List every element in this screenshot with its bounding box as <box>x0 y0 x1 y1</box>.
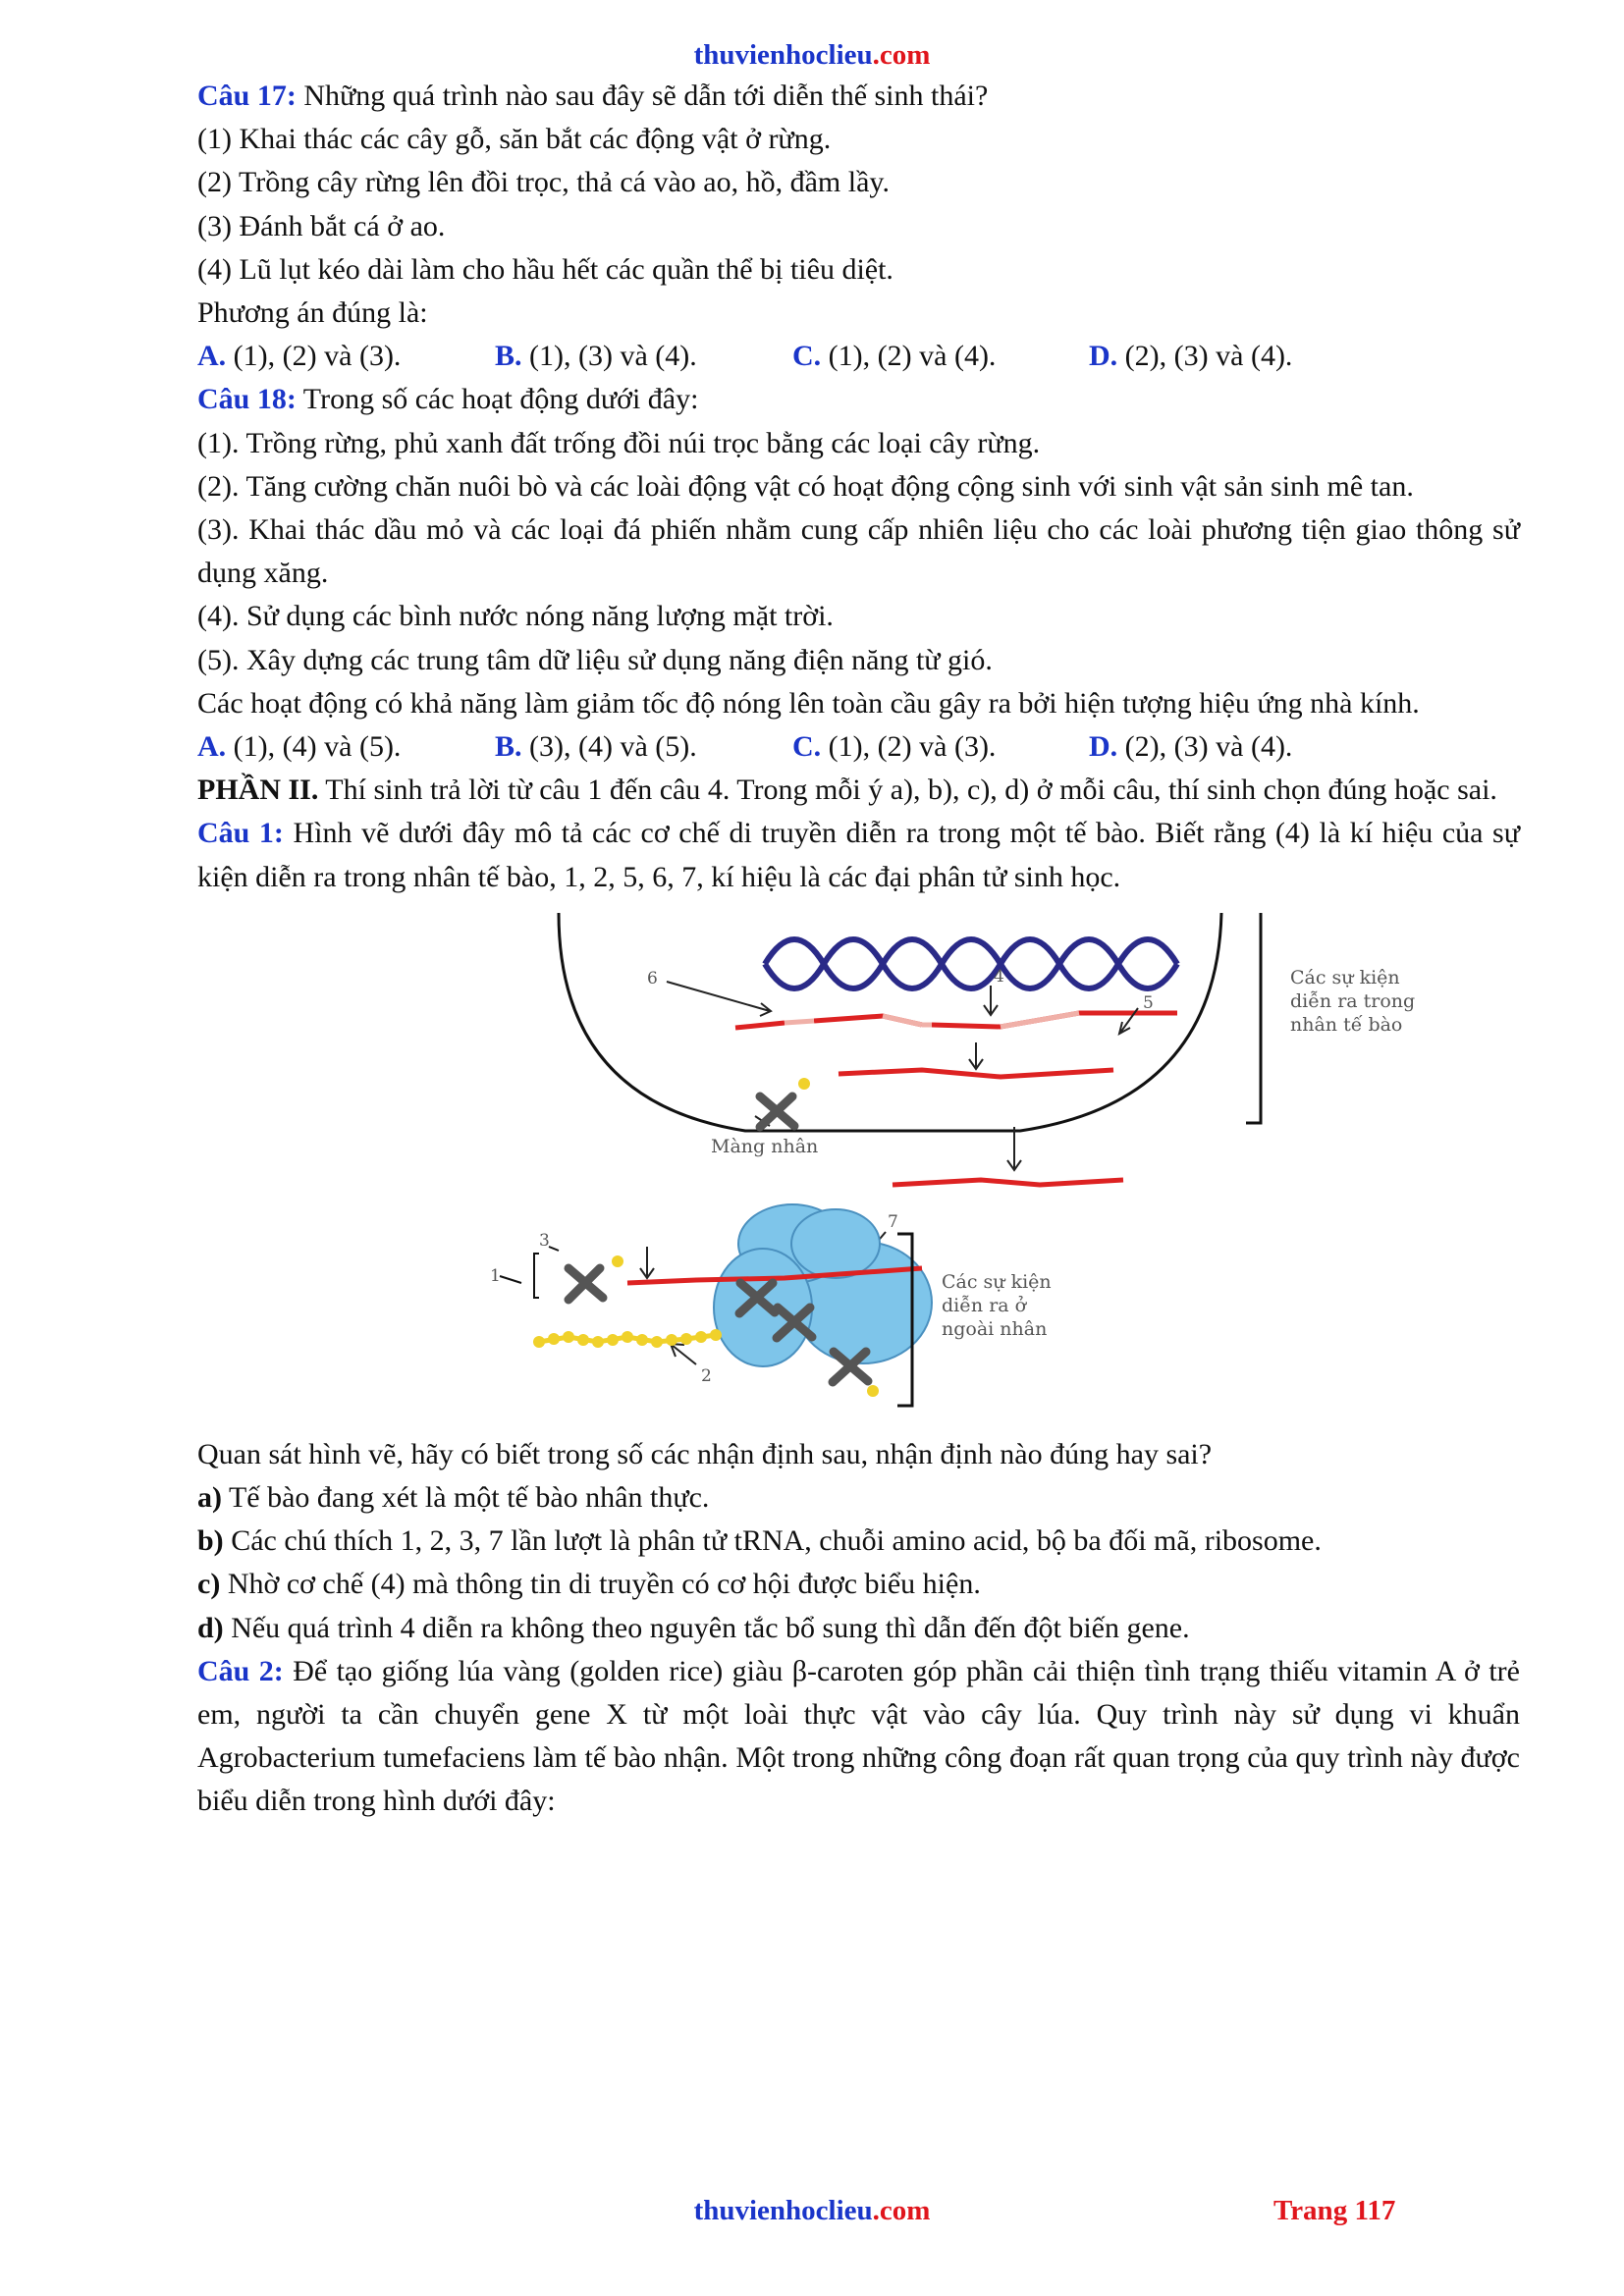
q18-option-d[interactable] <box>1089 725 1292 769</box>
q18-option-a[interactable] <box>197 725 495 769</box>
q18-item: (4). Sử dụng các bình nước nóng năng lượng mặt trời. <box>197 600 834 633</box>
option-text: (2), (3) và (4). <box>1117 730 1293 764</box>
c1-label: Câu 1: <box>197 817 284 850</box>
option-text: (1), (2) và (4). <box>821 340 997 373</box>
option-text: (1), (4) và (5). <box>226 730 402 764</box>
outside-nucleus-label-line: Các sự kiện <box>942 1270 1052 1293</box>
label-pointer <box>500 1247 559 1283</box>
c2-label: Câu 2: <box>197 1654 284 1687</box>
q18-options <box>197 725 1520 769</box>
header-site-name[interactable] <box>0 39 1624 72</box>
c1-prompt: Quan sát hình vẽ, hãy có biết trong số các nhận định sau, nhận định nào đúng hay sai? <box>197 1437 1213 1470</box>
dna-strand-2 <box>765 939 1177 988</box>
q17-options <box>197 335 1520 378</box>
label-6: 6 <box>647 968 658 988</box>
arrow-icon <box>667 982 771 1016</box>
label-4: 4 <box>994 966 1004 987</box>
q18-item: (5). Xây dựng các trung tâm dữ liệu sử dụng năng điện năng từ gió. <box>197 643 993 676</box>
option-text: (2), (3) và (4). <box>1117 340 1293 373</box>
statement-text: Tế bào đang xét là một tế bào nhân thực. <box>222 1481 710 1515</box>
q18-option-b[interactable] <box>495 725 792 769</box>
part2-label: PHẦN II. <box>197 774 319 807</box>
inside-nucleus-label-line: Các sự kiện <box>1290 966 1400 988</box>
page-content <box>197 75 1520 1824</box>
arrow-icon <box>1007 1127 1021 1170</box>
option-letter: C. <box>792 730 822 764</box>
c1-stem-text: Hình vẽ dưới đây mô tả các cơ chế di truyền diễn ra trong một tế bào. Biết rằng (4) là kí hiệu của sự kiện diễn ra trong nhân tế bào, 1, 2, 5, 6, 7, kí hiệu là các đại phân tử sinh học. <box>197 817 1520 893</box>
option-letter: A. <box>197 730 227 764</box>
q17-stem-text: Những quá trình nào sau đây sẽ dẫn tới diễn thế sinh thái? <box>296 80 989 112</box>
q18-item: (2). Tăng cường chăn nuôi bò và các loài động vật có hoạt động cộng sinh với sinh vật sản sinh mê tan. <box>197 469 1414 503</box>
q17-option-b[interactable] <box>495 335 792 378</box>
label-5: 5 <box>1143 992 1154 1013</box>
label-3: 3 <box>539 1230 550 1251</box>
figure-svg <box>235 905 1462 1423</box>
q18-item: (3). Khai thác dầu mỏ và các loại đá phiến nhằm cung cấp nhiên liệu cho các loài phương tiện giao thông sử dụng xăng. <box>197 513 1520 590</box>
statement-letter: d) <box>197 1611 224 1644</box>
mature-mrna <box>839 1070 1113 1077</box>
c1-statement-a[interactable] <box>197 1476 1520 1520</box>
q17-option-d[interactable] <box>1089 335 1292 378</box>
label-2: 2 <box>701 1365 712 1386</box>
q18-item: (1). Trồng rừng, phủ xanh đất trống đồi núi trọc bằng các loại cây rừng. <box>197 426 1041 459</box>
option-letter: D. <box>1089 340 1118 373</box>
option-text: (1), (2) và (3). <box>226 340 402 373</box>
page-number: Trang 117 <box>1273 2195 1396 2226</box>
outside-nucleus-label-line: diễn ra ở <box>942 1294 1027 1316</box>
q18-option-c[interactable] <box>792 725 1089 769</box>
q17-item: (3) Đánh bắt cá ở ao. <box>197 209 446 242</box>
q18-stem <box>197 378 1520 421</box>
c1-statement-b[interactable] <box>197 1520 1520 1563</box>
option-letter: B. <box>495 340 522 373</box>
q17-item: (2) Trồng cây rừng lên đồi trọc, thả cá vào ao, hồ, đầm lầy. <box>197 166 890 199</box>
site-name-part-1: thuvienhoclieu <box>693 2195 873 2226</box>
site-name-part-1: thuvienhoclieu <box>693 39 873 71</box>
part2-instructions <box>197 769 1520 812</box>
exported-mrna <box>893 1180 1123 1185</box>
statement-text: Nếu quá trình 4 diễn ra không theo nguyên tắc bổ sung thì dẫn đến đột biến gene. <box>223 1611 1190 1644</box>
arrow-icon <box>640 1247 654 1278</box>
statement-text: Các chú thích 1, 2, 3, 7 lần lượt là phân tử tRNA, chuỗi amino acid, bộ ba đối mã, ribosome. <box>223 1524 1322 1558</box>
statement-text: Nhờ cơ chế (4) mà thông tin di truyền có cơ hội được biểu hiện. <box>220 1568 981 1601</box>
inside-nucleus-label-line: nhân tế bào <box>1290 1013 1403 1036</box>
label-1: 1 <box>490 1265 501 1286</box>
q17-item: (1) Khai thác các cây gỗ, săn bắt các động vật ở rừng. <box>197 123 832 156</box>
q17-option-c[interactable] <box>792 335 1089 378</box>
option-text: (1), (3) và (4). <box>521 340 697 373</box>
part2-text: Thí sinh trả lời từ câu 1 đến câu 4. Trong mỗi ý a), b), c), d) ở mỗi câu, thí sinh chọn đúng hoặc sai. <box>318 774 1497 807</box>
c2-stem-text: Để tạo giống lúa vàng (golden rice) giàu β-caroten góp phần cải thiện tình trạng thiếu vitamin A ở trẻ em, người ta cần chuyển gene X từ một loài thực vật vào cây lúa. Quy trình này sử dụng vi khuẩn Agrobacterium tumefaciens làm tế bào nhận. Một trong những công đoạn rất quan trọng của quy trình này được biểu diễn trong hình dưới đây: <box>197 1654 1520 1818</box>
trna-molecule <box>568 1268 603 1300</box>
trna-molecule <box>760 1096 794 1127</box>
label-1-bracket <box>534 1254 539 1298</box>
q17-item: (4) Lũ lụt kéo dài làm cho hầu hết các quần thể bị tiêu diệt. <box>197 252 893 286</box>
c1-statement-c[interactable] <box>197 1563 1520 1606</box>
arrow-icon <box>984 986 998 1015</box>
arrow-icon <box>671 1344 696 1364</box>
option-letter: C. <box>792 340 822 373</box>
option-letter: D. <box>1089 730 1118 764</box>
statement-letter: c) <box>197 1568 221 1601</box>
c1-stem <box>197 812 1520 898</box>
q17-stem <box>197 75 1520 118</box>
outside-nucleus-label-line: ngoài nhân <box>942 1317 1048 1340</box>
gene-expression-figure <box>235 905 1462 1423</box>
arrow-icon <box>969 1042 983 1069</box>
inside-nucleus-label-line: diễn ra trong <box>1290 989 1416 1012</box>
option-letter: A. <box>197 340 227 373</box>
q18-prompt: Các hoạt động có khả năng làm giảm tốc độ nóng lên toàn cầu gây ra bởi hiện tượng hiệu ứng nhà kính. <box>197 686 1420 720</box>
q18-label: Câu 18: <box>197 383 297 416</box>
statement-letter: a) <box>197 1481 222 1515</box>
statement-letter: b) <box>197 1524 224 1558</box>
option-text: (3), (4) và (5). <box>521 730 697 764</box>
site-name-part-2: .com <box>872 2195 931 2226</box>
c2-stem <box>197 1650 1520 1824</box>
q17-prompt: Phương án đúng là: <box>197 296 428 330</box>
label-7: 7 <box>888 1211 898 1232</box>
option-text: (1), (2) và (3). <box>821 730 997 764</box>
c1-statement-d[interactable] <box>197 1607 1520 1650</box>
ribosome-subunit <box>791 1209 880 1278</box>
site-name-part-2: .com <box>872 39 931 71</box>
option-letter: B. <box>495 730 522 764</box>
q17-option-a[interactable] <box>197 335 495 378</box>
q18-stem-text: Trong số các hoạt động dưới đây: <box>296 383 699 416</box>
nuclear-membrane-label: Màng nhân <box>711 1135 819 1157</box>
q17-label: Câu 17: <box>197 80 297 112</box>
bracket-inside-nucleus <box>1246 913 1261 1123</box>
